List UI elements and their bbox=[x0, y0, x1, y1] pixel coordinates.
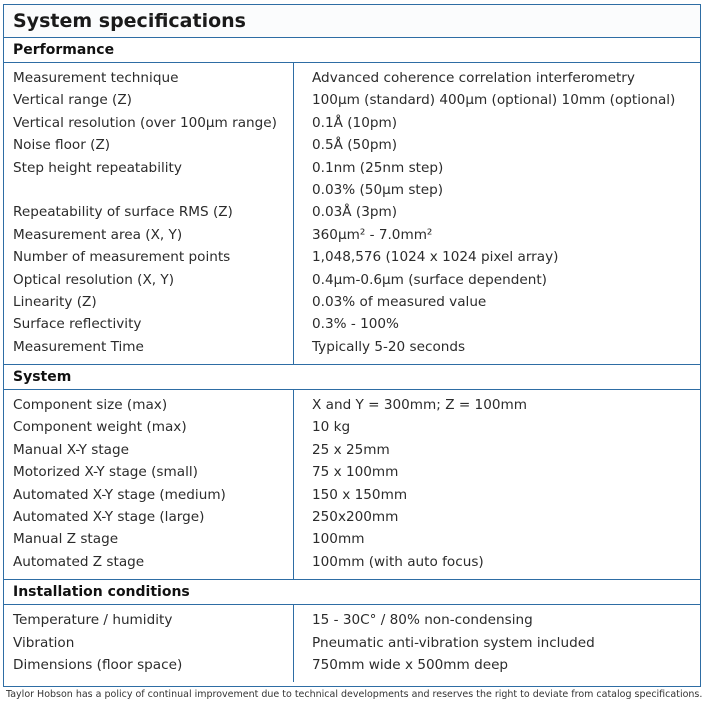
spec-label: Noise floor (Z) bbox=[13, 137, 111, 154]
spec-value: 0.3% - 100% bbox=[312, 316, 399, 333]
spec-value: Pneumatic anti-vibration system included bbox=[312, 634, 595, 651]
section-body bbox=[4, 390, 700, 580]
spec-value: 0.1Å (10pm) bbox=[312, 114, 398, 131]
spec-value: 150 x 150mm bbox=[312, 486, 408, 503]
label-column bbox=[4, 605, 294, 682]
spec-value: 0.5Å (50pm) bbox=[312, 137, 398, 154]
spec-value: X and Y = 300mm; Z = 100mm bbox=[312, 397, 527, 414]
spec-value: 360µm² - 7.0mm² bbox=[312, 226, 433, 243]
spec-label: Vertical resolution (over 100µm range) bbox=[13, 114, 277, 131]
spec-value: 0.1nm (25nm step) bbox=[312, 159, 444, 176]
spec-label: Vertical range (Z) bbox=[13, 92, 132, 109]
spec-label: Measurement technique bbox=[13, 70, 179, 86]
spec-label: Motorized X-Y stage (small) bbox=[13, 464, 198, 481]
spec-value: 0.03% of measured value bbox=[312, 293, 487, 310]
spec-value: 250x200mm bbox=[312, 509, 399, 526]
section-body bbox=[4, 605, 700, 682]
spec-value: 100µm (standard) 400µm (optional) 10mm (optional) bbox=[312, 92, 676, 109]
spec-label: Surface reflectivity bbox=[13, 316, 142, 333]
spec-value: 0.03% (50µm step) bbox=[312, 181, 444, 198]
footer-disclaimer: Taylor Hobson has a policy of continual improvement due to technical developments and reserves the right to deviate from catalog specifications. bbox=[6, 689, 703, 700]
spec-value: Advanced coherence correlation interferometry bbox=[312, 70, 635, 86]
value-column bbox=[294, 390, 700, 579]
spec-sections bbox=[4, 38, 700, 682]
spec-value: 100mm bbox=[312, 531, 365, 548]
spec-label: Automated X-Y stage (medium) bbox=[13, 486, 226, 503]
spec-label: Manual X-Y stage bbox=[13, 441, 130, 458]
section-heading: Performance bbox=[4, 38, 700, 63]
spec-label: Manual Z stage bbox=[13, 531, 119, 548]
spec-value: 100mm (with auto focus) bbox=[312, 553, 484, 570]
spec-value: 1,048,576 (1024 x 1024 pixel array) bbox=[312, 249, 559, 266]
spec-table bbox=[3, 4, 701, 687]
spec-value: 10 kg bbox=[312, 419, 351, 436]
spec-label bbox=[13, 179, 293, 201]
label-column bbox=[4, 63, 294, 364]
spec-label: Automated X-Y stage (large) bbox=[13, 509, 205, 526]
spec-label: Measurement Time bbox=[13, 338, 144, 355]
spec-value: 15 - 30C° / 80% non-condensing bbox=[312, 612, 533, 629]
spec-label: Number of measurement points bbox=[13, 249, 231, 266]
value-column bbox=[294, 605, 700, 682]
section-heading: Installation conditions bbox=[4, 580, 700, 605]
spec-value: 25 x 25mm bbox=[312, 441, 390, 458]
value-column bbox=[294, 63, 700, 364]
spec-label: Dimensions (floor space) bbox=[13, 656, 183, 673]
spec-value: 0.4µm-0.6µm (surface dependent) bbox=[312, 271, 547, 288]
spec-label: Automated Z stage bbox=[13, 553, 145, 570]
spec-label: Linearity (Z) bbox=[13, 293, 97, 310]
spec-label: Step height repeatability bbox=[13, 159, 182, 176]
spec-label: Repeatability of surface RMS (Z) bbox=[13, 204, 233, 221]
spec-label: Component size (max) bbox=[13, 397, 168, 414]
spec-label: Temperature / humidity bbox=[13, 612, 173, 629]
spec-label: Measurement area (X, Y) bbox=[13, 226, 183, 243]
label-column bbox=[4, 390, 294, 579]
section-heading: System bbox=[4, 365, 700, 390]
spec-label: Vibration bbox=[13, 634, 75, 651]
spec-value: 75 x 100mm bbox=[312, 464, 399, 481]
spec-label: Optical resolution (X, Y) bbox=[13, 271, 175, 288]
spec-value: 750mm wide x 500mm deep bbox=[312, 656, 509, 673]
page-title: System specifications bbox=[4, 5, 700, 38]
spec-label: Component weight (max) bbox=[13, 419, 187, 436]
section-body bbox=[4, 63, 700, 365]
spec-value: Typically 5-20 seconds bbox=[312, 338, 466, 355]
spec-value: 0.03Å (3pm) bbox=[312, 204, 398, 221]
